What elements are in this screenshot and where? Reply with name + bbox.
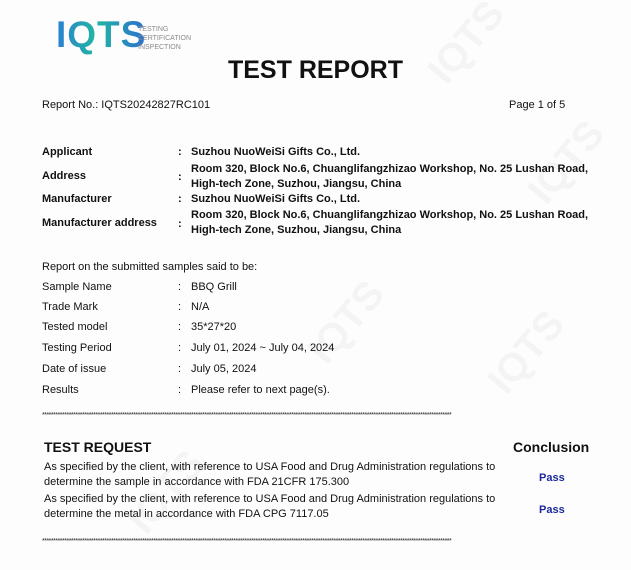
samples-intro: Report on the submitted samples said to be: [42, 261, 258, 273]
sample-value: BBQ Grill [191, 281, 237, 293]
colon: : [178, 193, 182, 205]
watermark [299, 272, 393, 372]
sample-value: July 01, 2024 ~ July 04, 2024 [191, 342, 335, 354]
test-request-line: determine the metal in accordance with FDA CPG 7117.05 [44, 508, 329, 520]
sample-value: Please refer to next page(s). [191, 384, 330, 396]
sample-value: N/A [191, 301, 210, 313]
conclusion-heading: Conclusion [513, 439, 590, 455]
address-value-line: Room 320, Block No.6, Chuanglifangzhizao Workshop, No. 25 Lushan Road, [191, 163, 589, 175]
colon: : [178, 301, 182, 313]
sample-label: Testing Period [42, 342, 112, 354]
conclusion-result: Pass [539, 504, 565, 516]
test-request-line: As specified by the client, with reference to USA Food and Drug Administration regulations to [44, 461, 496, 473]
test-request-line: As specified by the client, with reference to USA Food and Drug Administration regulations to [44, 493, 496, 505]
colon: : [178, 363, 182, 375]
tagline-line: TESTING [138, 26, 169, 33]
colon: : [178, 321, 182, 333]
sample-value: July 05, 2024 [191, 363, 257, 375]
sample-label: Sample Name [42, 281, 112, 293]
page-title: TEST REPORT [227, 56, 403, 84]
manufacturer-address-label: Manufacturer address [42, 217, 157, 229]
logo-tagline [138, 25, 191, 52]
sample-label: Trade Mark [42, 301, 98, 313]
address-label: Address [42, 170, 87, 182]
manufacturer-address-line: High-tech Zone, Suzhou, Jiangsu, China [191, 224, 402, 236]
tagline-line: CERTIFICATION [138, 35, 192, 42]
colon: : [178, 384, 182, 396]
applicant-label: Applicant [42, 146, 93, 158]
conclusion-result: Pass [539, 472, 565, 484]
sample-label: Results [42, 384, 79, 396]
colon: : [178, 171, 182, 183]
manufacturer-label: Manufacturer [42, 193, 112, 205]
report-number: Report No.: IQTS20242827RC101 [42, 99, 211, 111]
iqts-logo: IQTS [56, 14, 147, 55]
separator: **************************************************************************************************************************************************************************************** [42, 412, 452, 419]
watermark [479, 302, 573, 402]
manufacturer-value: Suzhou NuoWeiSi Gifts Co., Ltd. [191, 193, 361, 205]
colon: : [178, 281, 182, 293]
separator: **************************************************************************************************************************************************************************************** [42, 538, 452, 545]
sample-value: 35*27*20 [191, 321, 237, 333]
test-request-heading: TEST REQUEST [44, 439, 152, 455]
colon: : [178, 146, 182, 158]
sample-label: Tested model [42, 321, 108, 333]
applicant-value: Suzhou NuoWeiSi Gifts Co., Ltd. [191, 146, 361, 158]
sample-label: Date of issue [42, 363, 107, 375]
manufacturer-address-line: Room 320, Block No.6, Chuanglifangzhizao Workshop, No. 25 Lushan Road, [191, 209, 589, 221]
address-value-line: High-tech Zone, Suzhou, Jiangsu, China [191, 178, 402, 190]
page-number: Page 1 of 5 [509, 99, 566, 111]
tagline-line: INSPECTION [138, 44, 181, 51]
colon: : [178, 342, 182, 354]
test-request-line: determine the sample in accordance with FDA 21CFR 175.300 [44, 476, 350, 488]
colon: : [178, 218, 182, 230]
